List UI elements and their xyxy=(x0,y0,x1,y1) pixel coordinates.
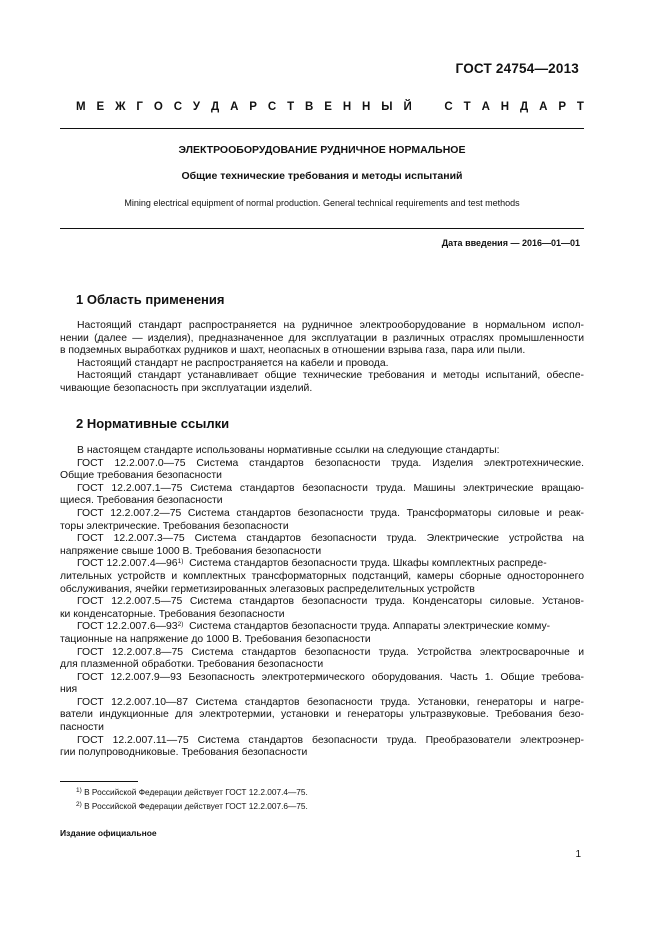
header-divider xyxy=(60,128,584,129)
reference-line xyxy=(60,558,584,571)
reference-title: Система стандартов безопасности труда. Шкафы комплектных распреде- xyxy=(189,558,547,570)
footnote-2 xyxy=(76,801,308,811)
reference-line: обслуживания, ячейки герметизированных элегазовых распределительных устройств xyxy=(60,583,475,595)
banner-letter: Т xyxy=(463,101,471,113)
reference-line: ГОСТ 12.2.007.2—75 Система стандартов безопасности труда. Трансформаторы силовые и реак- xyxy=(77,507,584,519)
footnote-marker: 1) xyxy=(177,558,184,566)
banner-letter: Д xyxy=(210,101,220,113)
banner-letter: Е xyxy=(96,101,105,113)
banner-letter: Р xyxy=(249,101,257,113)
banner-letter: Ы xyxy=(381,101,393,113)
paragraph-line: Настоящий стандарт устанавливает общие технические требования и методы испытаний, обеспе- xyxy=(77,370,584,382)
banner-letter: М xyxy=(76,101,86,113)
reference-line: торы электрические. Требования безопасности xyxy=(60,520,289,532)
english-title: Mining electrical equipment of normal production. General technical requirements and test methods xyxy=(124,198,520,208)
reference-line: для плазменной обработки. Требования безопасности xyxy=(60,659,324,671)
banner-letter: Г xyxy=(136,101,143,113)
banner-letter: А xyxy=(539,101,548,113)
introduction-date: Дата введения — 2016—01—01 xyxy=(441,238,580,248)
reference-line: ния xyxy=(60,684,78,696)
reference-line: ватели индукционные для электротермии, установки и генераторы ультразвуковые. Требования безо- xyxy=(60,709,584,721)
paragraph-line: в подземных выработках рудников и шахт, неопасных в отношении взрыва газа, пара или пыли. xyxy=(60,345,526,357)
footnote-mark: 1) xyxy=(76,787,82,794)
reference-line: лительных устройств и комплектных трансформаторных подстанций, камеры сборные одностороннего xyxy=(60,570,584,582)
footnote-mark: 2) xyxy=(76,801,82,808)
reference-line: Общие требования безопасности xyxy=(60,470,222,482)
reference-line: ГОСТ 12.2.007.11—75 Система стандартов безопасности труда. Преобразователи электроэнер- xyxy=(77,734,584,746)
footnote-text: В Российской Федерации действует ГОСТ 12.2.007.4—75. xyxy=(84,787,308,797)
footnote-marker: 2) xyxy=(177,621,184,629)
title-divider xyxy=(60,228,584,229)
paragraph-line: В настоящем стандарте использованы нормативные ссылки на следующие стандарты: xyxy=(77,445,500,456)
reference-line: ГОСТ 12.2.007.5—75 Система стандартов безопасности труда. Конденсаторы силовые. Установ- xyxy=(77,596,584,608)
reference-line: щиеся. Требования безопасности xyxy=(60,495,223,507)
reference-line: ГОСТ 12.2.007.8—75 Система стандартов безопасности труда. Устройства электросварочные и xyxy=(77,646,584,658)
page-number: 1 xyxy=(575,849,581,860)
section-1-heading: 1 Область применения xyxy=(76,292,225,307)
reference-code: ГОСТ 12.2.007.6—93 xyxy=(77,621,178,633)
banner-letter: С xyxy=(173,101,182,113)
banner-letter: У xyxy=(192,101,201,113)
reference-line: пасности xyxy=(60,722,104,734)
footnote-1 xyxy=(76,787,308,797)
banner-letter: Н xyxy=(362,101,371,113)
reference-line: ГОСТ 12.2.007.10—87 Система стандартов безопасности труда. Установки, генераторы и нагре- xyxy=(77,696,584,708)
footnote-divider xyxy=(60,781,138,782)
banner-letter: О xyxy=(153,101,163,113)
reference-line: гии полупроводниковые. Требования безопасности xyxy=(60,747,308,759)
paragraph-line: Настоящий стандарт не распространяется на кабели и провода. xyxy=(77,357,389,369)
document-title: ЭЛЕКТРООБОРУДОВАНИЕ РУДНИЧНОЕ НОРМАЛЬНОЕ xyxy=(178,144,466,156)
banner-letter: С xyxy=(444,101,453,113)
official-edition-label: Издание официальное xyxy=(60,828,157,838)
paragraph-line: чивающие безопасность при эксплуатации изделий. xyxy=(60,382,313,394)
reference-line: напряжение свыше 1000 В. Требования безопасности xyxy=(60,545,322,557)
banner-letter: А xyxy=(481,101,490,113)
reference-line: ки конденсаторные. Требования безопасности xyxy=(60,608,285,620)
reference-code: ГОСТ 12.2.007.4—96 xyxy=(77,558,178,570)
banner-letter: С xyxy=(267,101,277,113)
reference-line: тационные на напряжение до 1000 В. Требования безопасности xyxy=(60,633,371,645)
gost-code: ГОСТ 24754—2013 xyxy=(455,61,579,76)
reference-line: ГОСТ 12.2.007.0—75 Система стандартов безопасности труда. Изделия электротехнические. xyxy=(77,457,584,469)
paragraph-line: нении (далее — изделия), предназначенное для эксплуатации в различных отраслях промышленности xyxy=(60,332,584,344)
banner-letter: Й xyxy=(403,101,412,113)
document-subtitle: Общие технические требования и методы испытаний xyxy=(181,170,463,182)
banner-letter: В xyxy=(305,101,314,113)
reference-line xyxy=(60,621,584,634)
banner-letter: Ж xyxy=(115,101,126,113)
section-1-body xyxy=(60,320,584,396)
banner-letter: Е xyxy=(324,101,332,113)
section-2-body xyxy=(60,445,584,760)
banner-letter: Т xyxy=(576,101,584,113)
paragraph-line: Настоящий стандарт распространяется на рудничное электрооборудование в нормальном испол- xyxy=(77,320,584,331)
banner-letter: Т xyxy=(287,101,295,113)
banner-letter: Р xyxy=(558,101,567,113)
banner-letter: Н xyxy=(342,101,352,113)
reference-line: ГОСТ 12.2.007.1—75 Система стандартов безопасности труда. Машины электрические вращаю- xyxy=(77,482,584,494)
banner-letter: Н xyxy=(500,101,510,113)
banner-letter: А xyxy=(230,101,239,113)
reference-line: ГОСТ 12.2.007.9—93 Безопасность электротермического оборудования. Часть 1. Общие требова- xyxy=(77,671,584,683)
reference-line: ГОСТ 12.2.007.3—75 Система стандартов безопасности труда. Электрические устройства на xyxy=(77,533,584,545)
section-2-heading: 2 Нормативные ссылки xyxy=(76,416,230,431)
banner-letter: Д xyxy=(520,101,529,113)
reference-title: Система стандартов безопасности труда. Аппараты электрические комму- xyxy=(189,621,551,633)
footnote-text: В Российской Федерации действует ГОСТ 12.2.007.6—75. xyxy=(84,801,308,811)
interstate-standard-banner xyxy=(76,101,584,113)
